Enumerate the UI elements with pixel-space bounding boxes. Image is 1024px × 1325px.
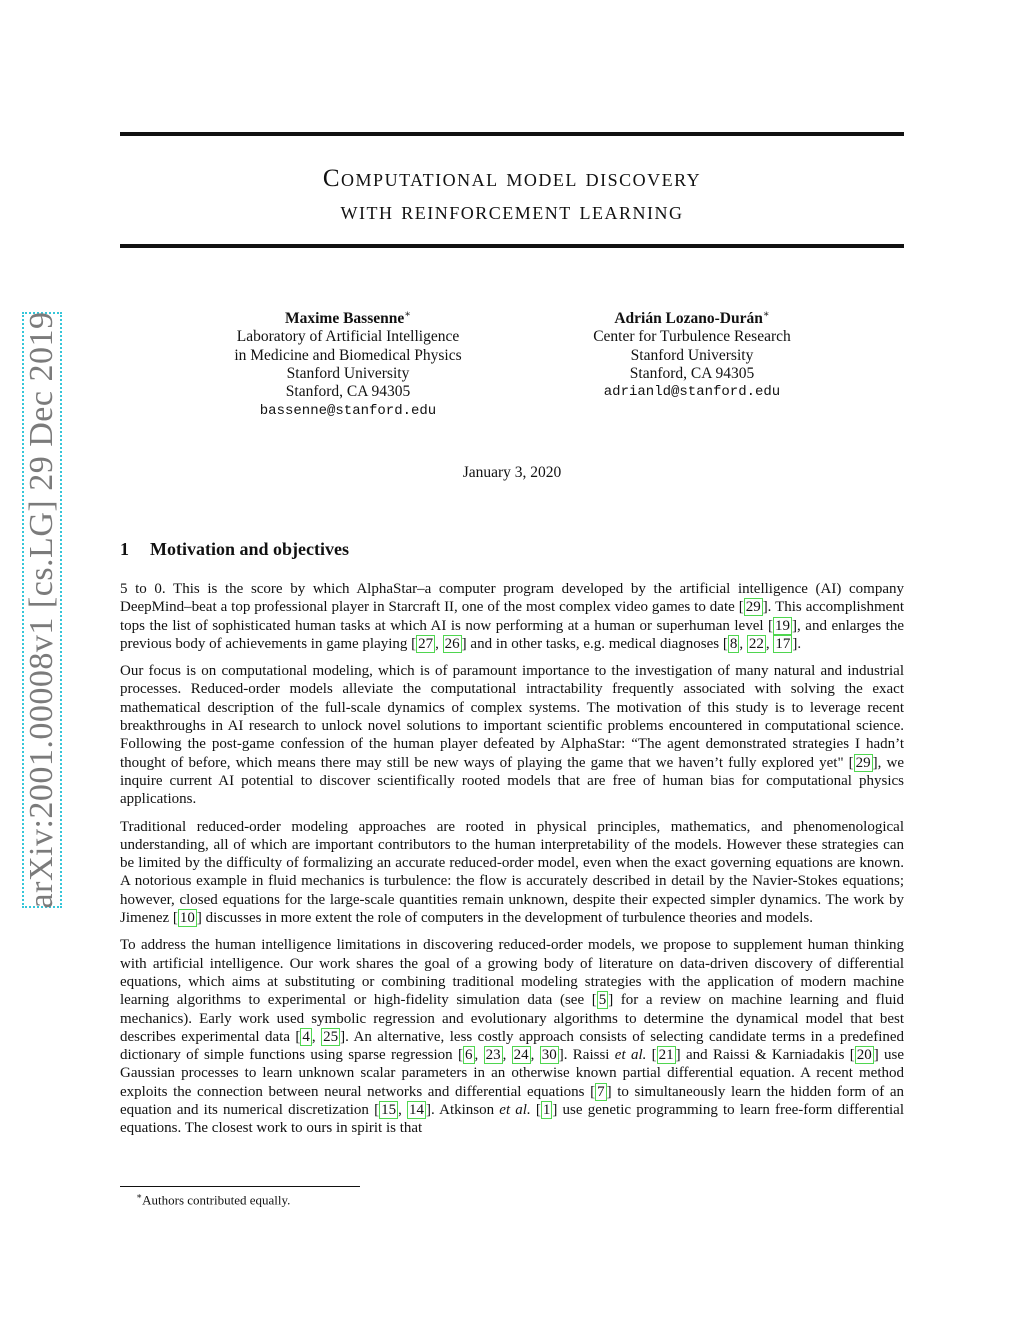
citation-link[interactable]: 23 xyxy=(485,1047,501,1064)
paragraph-3: Traditional reduced-order modeling approaches are rooted in physical principles, mathematics, and phenomenological understanding, all of which are important contributors to the human interpretability of the models. However these strategies can be limited by the difficulty of formalizing an accurate reduced-order model, even when the exact governing equations are known. A notorious example in fluid mechanics is turbulence: the flow is accurately described in detail by the Navier-Stokes equations; however, closed equations for the large-scale quantities remain unknown, despite their expected simpler dynamics. The work by Jimenez [ 10 ] discusses in more extent the role of computers in the development of turbulence theories and models. xyxy=(120,818,904,927)
citation-link[interactable]: 10 xyxy=(179,910,195,927)
arxiv-id: arXiv:2001.00008v1 [cs.LG] 29 Dec 2019 xyxy=(23,311,60,909)
footnote xyxy=(136,1191,290,1208)
citation-link[interactable]: 8 xyxy=(729,635,738,652)
author-affiliation: in Medicine and Biomedical Physics xyxy=(234,346,462,364)
title-line-2: with reinforcement learning xyxy=(340,198,684,225)
et-al: et al. xyxy=(499,1102,531,1119)
author-affiliation: Stanford University xyxy=(630,346,754,364)
paragraph-4: To address the human intelligence limitations in discovering reduced-order models, we propose to supplement human thinking with artificial intelligence. Our work shares the goal of a growing body of literature on data-driven discovery of differential equations, which aims at substituting or combining traditional modeling strategies with the application of modern machine learning algorithms to experimental or high-fidelity simulation data (see [ 5 ] for a review on machine learning and fluid mechanics). Early work used symbolic regression and evolutionary algorithms to determine the dynamical model that best describes experimental data [ 4 , 25 ]. An alternative, less costly approach consists of selecting candidate terms in a predefined dictionary of simple functions using sparse regression [ 6 , 23 , 24 , 30 ]. Raissi et al. [ 21 ] and Raissi & Karniadakis [ 20 ] use Gaussian processes to learn unknown scalar parameters in an otherwise known partial differential equation. A recent method exploits the connection between neural networks and differential equations [ 7 ] to simultaneously learn the hidden form of an equation and its numerical discretization [ 15 , 14 ]. Atkinson et al. [ 1 ] use genetic programming to learn free-form differential equations. The closest work to ours in spirit is that xyxy=(120,937,905,1137)
author-affiliation: Center for Turbulence Research xyxy=(593,328,791,346)
title-rule-top xyxy=(120,132,904,136)
footnote-text: Authors contributed equally. xyxy=(142,1192,291,1208)
citation-link[interactable]: 1 xyxy=(542,1102,551,1119)
author-footnote-mark: ∗ xyxy=(762,309,770,320)
author-footnote-mark: ∗ xyxy=(404,309,412,320)
author-block-2 xyxy=(552,306,832,402)
citation-link[interactable]: 19 xyxy=(775,617,791,634)
citation-link[interactable]: 5 xyxy=(598,992,607,1009)
body-text xyxy=(120,580,904,1147)
footnote-mark: ∗ xyxy=(136,1191,143,1201)
section-number: 1 xyxy=(120,539,129,559)
citation-link[interactable]: 17 xyxy=(775,635,791,652)
author-email[interactable]: adrianld@stanford.edu xyxy=(603,384,781,401)
author-name: Maxime Bassenne∗ xyxy=(284,309,412,328)
paper-title xyxy=(120,162,904,228)
author-email[interactable]: bassenne@stanford.edu xyxy=(259,402,437,419)
title-rule-bottom xyxy=(120,244,904,248)
citation-link[interactable]: 14 xyxy=(409,1102,425,1119)
paragraph-1: 5 to 0. This is the score by which AlphaStar–a computer program developed by the artificial intelligence (AI) company DeepMind–beat a top professional player in Starcraft II, one of the most complex video games to date [ 29 ]. This accomplishment tops the list of sophisticated human tasks at which AI is now performing at a human or superhuman level [ 19 ], and enlarges the previous body of achievements in game playing [ 27 , 26 ] and in other tasks, e.g. medical diagnoses [ 8 , 22 , 17 ]. xyxy=(120,581,905,652)
author-affiliation: Laboratory of Artificial Intelligence xyxy=(236,328,460,346)
section-title: Motivation and objectives xyxy=(150,539,349,559)
citation-link[interactable]: 29 xyxy=(745,599,761,616)
citation-link[interactable]: 26 xyxy=(444,635,460,652)
citation-link[interactable]: 29 xyxy=(855,754,871,771)
paragraph-2: Our focus is on computational modeling, which is of paramount importance to the investigation of many natural and industrial processes. Reduced-order models alleviate the computational intractability frequently associated with solving the exact mathematical description of the full-scale dynamics of complex systems. The motivation of this study is to leverage recent breakthroughs in AI research to unlock novel solutions to important scientific problems encountered in computational science. Following the post-game confession of the human player defeated by AlphaStar: “The agent demonstrated strategies I hadn’t thought of before, which means there may still be new ways of playing the game that we haven’t fully explored yet" [ 29 ], we inquire current AI potential to discover scientifically rooted models that are free of human bias for computational physics applications. xyxy=(120,663,904,808)
author-affiliation: Stanford, CA 94305 xyxy=(629,365,755,383)
footnote-rule xyxy=(120,1186,360,1187)
arxiv-stamp xyxy=(22,312,62,908)
author-affiliation: Stanford, CA 94305 xyxy=(285,383,411,401)
author-affiliation: Stanford University xyxy=(286,365,410,383)
author-block-1 xyxy=(208,306,488,420)
citation-link[interactable]: 4 xyxy=(302,1028,310,1045)
citation-link[interactable]: 27 xyxy=(418,635,434,652)
title-line-1: Computational model discovery xyxy=(322,165,702,192)
citation-link[interactable]: 21 xyxy=(658,1047,674,1064)
author-name: Adrián Lozano-Durán∗ xyxy=(614,309,770,328)
citation-link[interactable]: 20 xyxy=(856,1047,872,1064)
citation-link[interactable]: 22 xyxy=(748,635,764,652)
citation-link[interactable]: 15 xyxy=(381,1102,397,1119)
citation-link[interactable]: 24 xyxy=(513,1047,529,1064)
citation-link[interactable]: 6 xyxy=(465,1047,473,1064)
citation-link[interactable]: 30 xyxy=(541,1047,557,1064)
section-heading xyxy=(120,539,349,560)
paper-date: January 3, 2020 xyxy=(462,464,562,481)
citation-link[interactable]: 25 xyxy=(323,1028,339,1045)
citation-link[interactable]: 7 xyxy=(597,1083,605,1100)
et-al: et al. xyxy=(614,1047,647,1064)
